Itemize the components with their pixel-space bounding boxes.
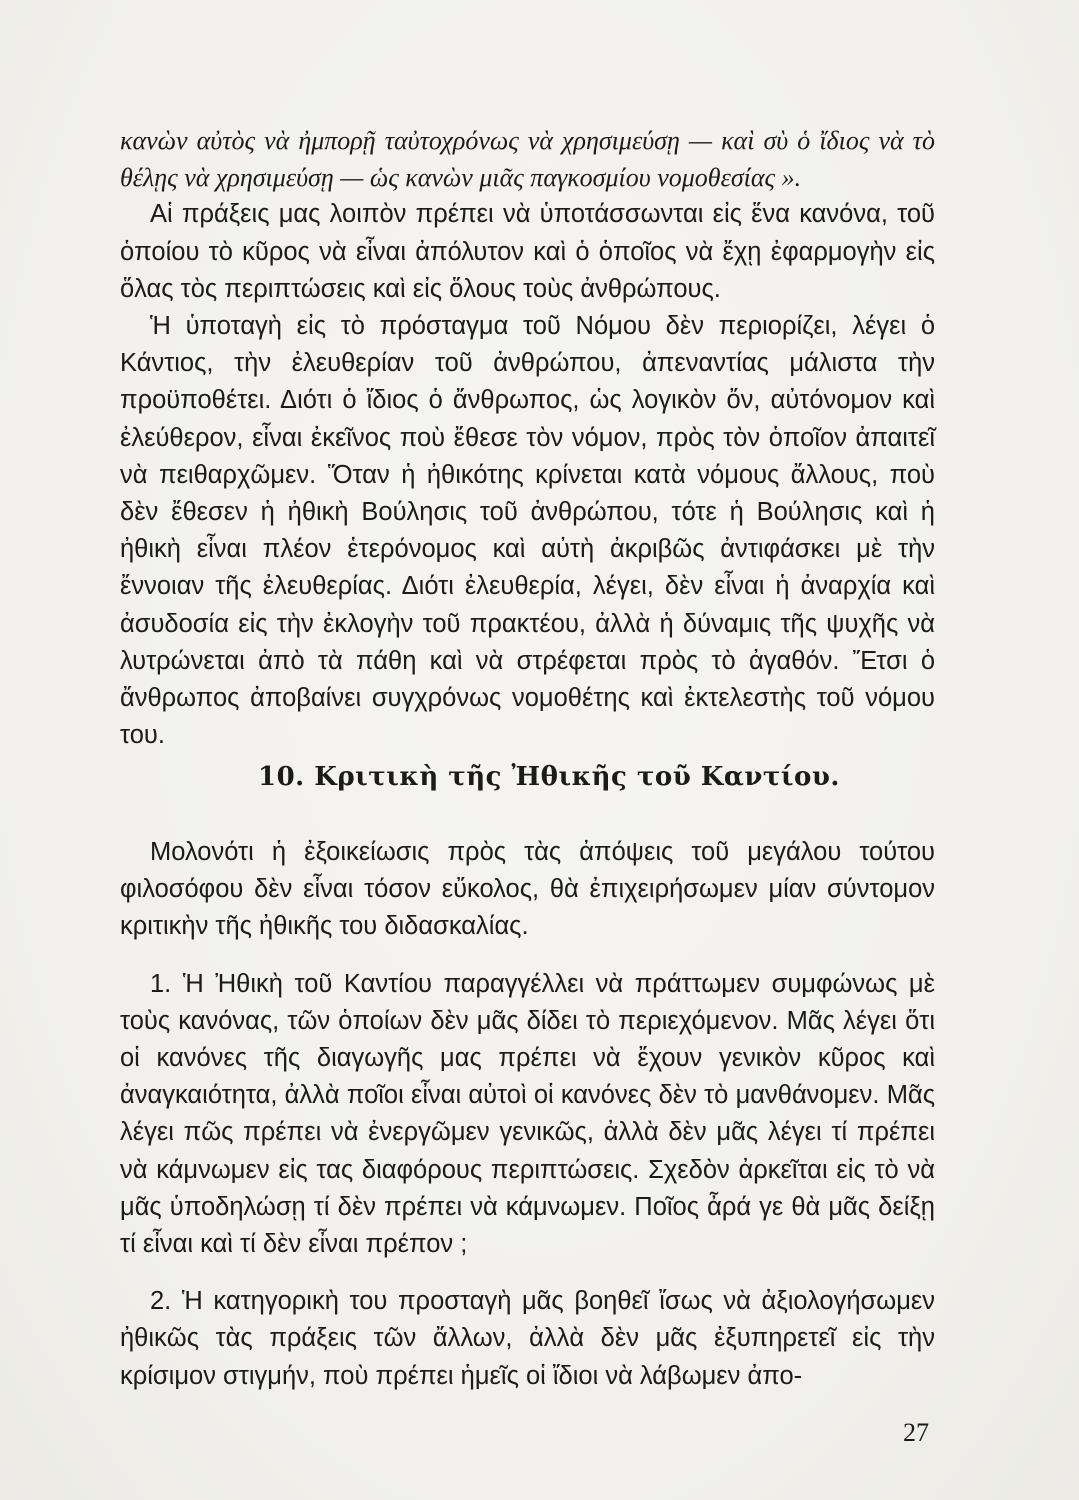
upper-text-block xyxy=(120,122,935,754)
paragraph-rule-of-actions: Αἱ πράξεις μας λοιπὸν πρέπει νὰ ὑποτάσσωνται εἰς ἕνα κανόνα, τοῦ ὁποίου τὸ κῦρος νὰ εἶναι ἀπόλυτον καὶ ὁ ὁποῖος νὰ ἔχῃ ἐφαρμογὴν εἰς ὅλας τὸς περιπτώσεις καὶ εἰς ὅλους τοὺς ἀνθρώπους. xyxy=(120,200,935,303)
lower-text-block xyxy=(120,834,935,1395)
paragraph-critique-point-2: 2. Ἡ κατηγορικὴ του προσταγὴ μᾶς βοηθεῖ ἴσως νὰ ἀξιολογήσωμεν ἠθικῶς τὰς πράξεις τῶν ἄλλων, ἀλλὰ δὲν μᾶς ἐξυπηρετεῖ εἰς τὴν κρίσιμον στιγμήν, ποὺ πρέπει ἡμεῖς οἱ ἴδιοι νὰ λάβωμεν ἀπο- xyxy=(120,1287,935,1390)
paragraph-freedom-autonomy: Ἡ ὑποταγὴ εἰς τὸ πρόσταγμα τοῦ Νόμου δὲν περιορίζει, λέγει ὁ Κάντιος, τὴν ἐλευθερίαν τοῦ ἀνθρώπου, ἀπεναντίας μάλιστα τὴν προϋποθέτει. Διότι ὁ ἴδιος ὁ ἄνθρωπος, ὡς λογικὸν ὄν, αὐτόνομον καὶ ἐλεύθερον, εἶναι ἐκεῖνος ποὺ ἔθεσε τὸν νόμον, πρὸς τὸν ὁποῖον ἀπαιτεῖ νὰ πειθαρχῶμεν. Ὅταν ἡ ἠθικότης κρίνεται κατὰ νόμους ἄλλους, ποὺ δὲν ἔθεσεν ἡ ἠθικὴ Βούλησις τοῦ ἀνθρώπου, τότε ἡ Βούλησις καὶ ἡ ἠθικὴ εἶναι πλέον ἑτερόνομος καὶ αὐτὴ ἀκριβῶς ἀντιφάσκει μὲ τὴν ἔννοιαν τῆς ἐλευθερίας. Διότι ἐλευθερία, λέγει, δὲν εἶναι ἡ ἀναρχία καὶ ἀσυδοσία εἰς τὴν ἐκλογὴν τοῦ πρακτέου, ἀλλὰ ἡ δύναμις τῆς ψυχῆς νὰ λυτρώνεται ἀπὸ τὰ πάθη καὶ νὰ στρέφεται πρὸς τὸ ἀγαθόν. Ἔτσι ὁ ἄνθρωπος ἀποβαίνει συγχρόνως νομοθέτης καὶ ἐκτελεστὴς τοῦ νόμου του. xyxy=(120,312,935,750)
paragraph-critique-intro: Μολονότι ἡ ἐξοικείωσις πρὸς τὰς ἀπόψεις τοῦ μεγάλου τούτου φιλοσόφου δὲν εἶναι τόσον εὔκολος, θὰ ἐπιχειρήσωμεν μίαν σύντομον κριτικὴν τῆς ἠθικῆς του διδασκαλίας. xyxy=(120,838,935,941)
paragraph-critique-point-1: 1. Ἡ Ἠθικὴ τοῦ Καντίου παραγγέλλει νὰ πράττωμεν συμφώνως μὲ τοὺς κανόνας, τῶν ὁποίων δὲν μᾶς δίδει τὸ περιεχόμενον. Μᾶς λέγει ὅτι οἱ κανόνες τῆς διαγωγῆς μας πρέπει νὰ ἔχουν γενικὸν κῦρος καὶ ἀναγκαιότητα, ἀλλὰ ποῖοι εἶναι αὐτοὶ οἱ κανόνες δὲν τὸ μανθάνομεν. Μᾶς λέγει πῶς πρέπει νὰ ἐνεργῶμεν γενικῶς, ἀλλὰ δὲν μᾶς λέγει τί πρέπει νὰ κάμνωμεν εἰς τας διαφόρους περιπτώσεις. Σχεδὸν ἀρκεῖται εἰς τὸ νὰ μᾶς ὑποδηλώσῃ τί δὲν πρέπει νὰ κάμνωμεν. Ποῖος ἆρά γε θὰ μᾶς δείξῃ τί εἶναι καὶ τί δὲν εἶναι πρέπον ; xyxy=(120,969,935,1259)
page-number: 27 xyxy=(903,1418,929,1447)
kant-quote-continuation: κανὼν αὐτὸς νὰ ἠμπορῇ ταὐτοχρόνως νὰ χρησιμεύσῃ — καὶ σὺ ὁ ἴδιος νὰ τὸ θέλῃς νὰ χρησιμεύσῃ — ὡς κανὼν μιᾶς παγκοσμίου νομοθεσίας ». xyxy=(120,126,935,193)
section-heading: 10. Κριτικὴ τῆς Ἠθικῆς τοῦ Καντίου. xyxy=(258,762,840,792)
